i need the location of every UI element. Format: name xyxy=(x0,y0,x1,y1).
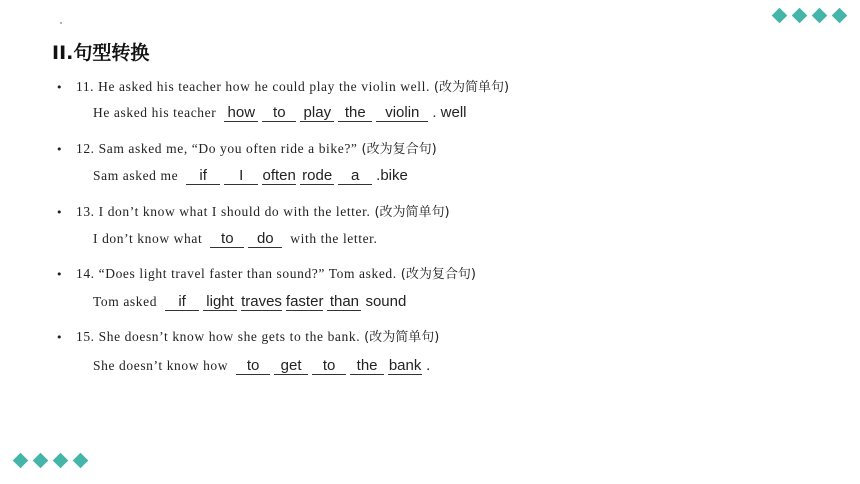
answer-prefix: He asked his teacher xyxy=(93,105,217,120)
instruction-note: (改为简单句) xyxy=(433,80,510,95)
answer-line-13 xyxy=(93,231,378,248)
section-title: II.句型转换 xyxy=(52,42,150,64)
answer-blank: to xyxy=(210,231,244,248)
diamond-icon xyxy=(13,453,29,469)
answer-blank: do xyxy=(248,231,282,248)
answer-prefix: I don’t know what xyxy=(93,231,203,246)
question-item-13 xyxy=(56,201,450,220)
question-text: 11. He asked his teacher how he could play the violin well. xyxy=(75,79,430,94)
answer-blank: violin xyxy=(376,105,428,122)
answer-line-15 xyxy=(93,357,430,375)
answer-blank: often xyxy=(262,167,296,184)
instruction-note: (改为复合句) xyxy=(400,267,476,282)
question-item-11 xyxy=(56,76,509,95)
question-item-15 xyxy=(56,326,439,345)
answer-prefix: Tom asked xyxy=(93,294,158,309)
top-diamond-decoration xyxy=(772,10,847,21)
bullet: • xyxy=(56,81,64,94)
answer-blank: if xyxy=(165,294,199,311)
question-text: 12. Sam asked me, “Do you often ride a bike?” xyxy=(75,141,358,156)
answer-blank: bank xyxy=(388,357,422,374)
answer-suffix: sound xyxy=(365,293,407,310)
answer-blank: if xyxy=(186,168,220,185)
question-item-12 xyxy=(56,138,437,157)
instruction-note: (改为复合句) xyxy=(361,142,437,157)
decorative-dot xyxy=(60,22,62,24)
answer-blank: I xyxy=(224,168,258,185)
question-text: 15. She doesn’t know how she gets to the bank. xyxy=(75,329,361,344)
answer-blank: to xyxy=(262,105,296,122)
diamond-icon xyxy=(73,453,89,469)
diamond-icon xyxy=(812,8,828,24)
question-text: 13. I don’t know what I should do with the letter. xyxy=(75,204,371,219)
bottom-diamond-decoration xyxy=(13,455,88,466)
diamond-icon xyxy=(53,453,69,469)
bullet: • xyxy=(56,268,64,281)
diamond-icon xyxy=(33,453,49,469)
instruction-note: (改为简单句) xyxy=(374,205,450,220)
answer-blank: traves xyxy=(241,293,282,310)
question-text: 14. “Does light travel faster than sound?” Tom asked. xyxy=(75,266,397,281)
answer-blank: rode xyxy=(302,167,333,184)
answer-blank: to xyxy=(312,358,346,375)
bullet: • xyxy=(56,206,64,219)
answer-suffix: with the letter. xyxy=(290,231,378,246)
answer-prefix: Sam asked me xyxy=(93,168,179,183)
answer-line-12 xyxy=(93,167,408,185)
answer-blank: play xyxy=(300,105,334,122)
diamond-icon xyxy=(832,8,848,24)
answer-suffix: . well xyxy=(432,104,467,121)
answer-blank: light xyxy=(203,294,237,311)
answer-suffix: .bike xyxy=(376,167,408,184)
answer-blank: the xyxy=(350,358,384,375)
answer-prefix: She doesn’t know how xyxy=(93,358,229,373)
answer-suffix: . xyxy=(426,357,431,374)
answer-blank: get xyxy=(274,358,308,375)
answer-blank: a xyxy=(338,168,372,185)
instruction-note: (改为简单句) xyxy=(364,330,440,345)
question-item-14 xyxy=(56,263,476,282)
bullet: • xyxy=(56,143,64,156)
answer-blank: faster xyxy=(285,293,324,310)
diamond-icon xyxy=(772,8,788,24)
answer-blank: to xyxy=(236,358,270,375)
answer-blank: how xyxy=(224,105,258,122)
answer-line-14 xyxy=(93,293,406,311)
answer-line-11 xyxy=(93,104,467,122)
bullet: • xyxy=(56,331,64,344)
answer-blank: than xyxy=(327,294,361,311)
diamond-icon xyxy=(792,8,808,24)
answer-blank: the xyxy=(338,105,372,122)
